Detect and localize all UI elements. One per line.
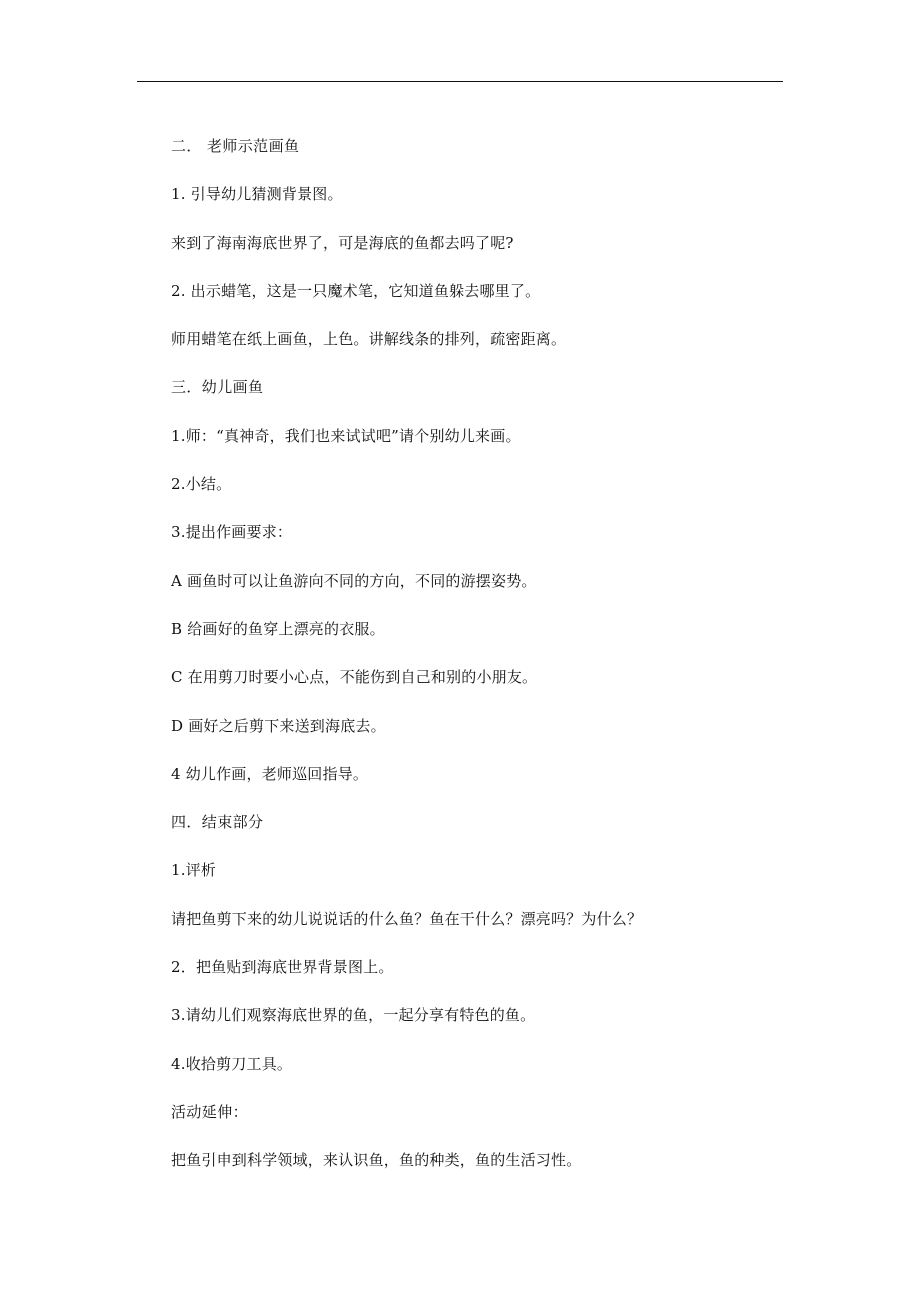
text-line: 2.小结。 — [171, 475, 232, 494]
text-line: 请把鱼剪下来的幼儿说说话的什么鱼？鱼在干什么？漂亮吗？为什么？ — [171, 909, 643, 928]
text-line: 师用蜡笔在纸上画鱼，上色。讲解线条的排列，疏密距离。 — [171, 330, 567, 349]
text-line: 4 幼儿作画，老师巡回指导。 — [171, 764, 369, 783]
text-line: 1.评析 — [171, 861, 217, 880]
text-line: 1.师：“真神奇，我们也来试试吧”请个别幼儿来画。 — [171, 426, 521, 445]
text-line: 2．把鱼贴到海底世界背景图上。 — [171, 958, 394, 977]
text-line: 1. 引导幼儿猜测背景图。 — [171, 185, 343, 204]
text-line: A 画鱼时可以让鱼游向不同的方向，不同的游摆姿势。 — [171, 571, 537, 590]
text-line: B 给画好的鱼穿上漂亮的衣服。 — [171, 619, 385, 638]
text-line: 把鱼引申到科学领域，来认识鱼，鱼的种类，鱼的生活习性。 — [171, 1151, 582, 1170]
section-heading-4: 四．结束部分 — [171, 813, 264, 832]
text-line: 3.请幼儿们观察海底世界的鱼，一起分享有特色的鱼。 — [171, 1006, 536, 1025]
text-line: 2. 出示蜡笔，这是一只魔术笔，它知道鱼躲去哪里了。 — [171, 281, 541, 300]
text-line: 4.收拾剪刀工具。 — [171, 1054, 293, 1073]
header-rule — [137, 81, 783, 82]
text-line: 3.提出作画要求： — [171, 523, 293, 542]
activity-extension-heading: 活动延伸： — [171, 1102, 249, 1121]
document-body — [171, 134, 791, 1197]
text-line: C 在用剪刀时要小心点，不能伤到自己和别的小朋友。 — [171, 668, 538, 687]
text-line: 来到了海南海底世界了，可是海底的鱼都去吗了呢? — [171, 233, 514, 252]
section-heading-2: 二． 老师示范画鱼 — [171, 137, 300, 155]
section-heading-3: 三．幼儿画鱼 — [171, 378, 264, 397]
text-line: D 画好之后剪下来送到海底去。 — [171, 716, 386, 735]
